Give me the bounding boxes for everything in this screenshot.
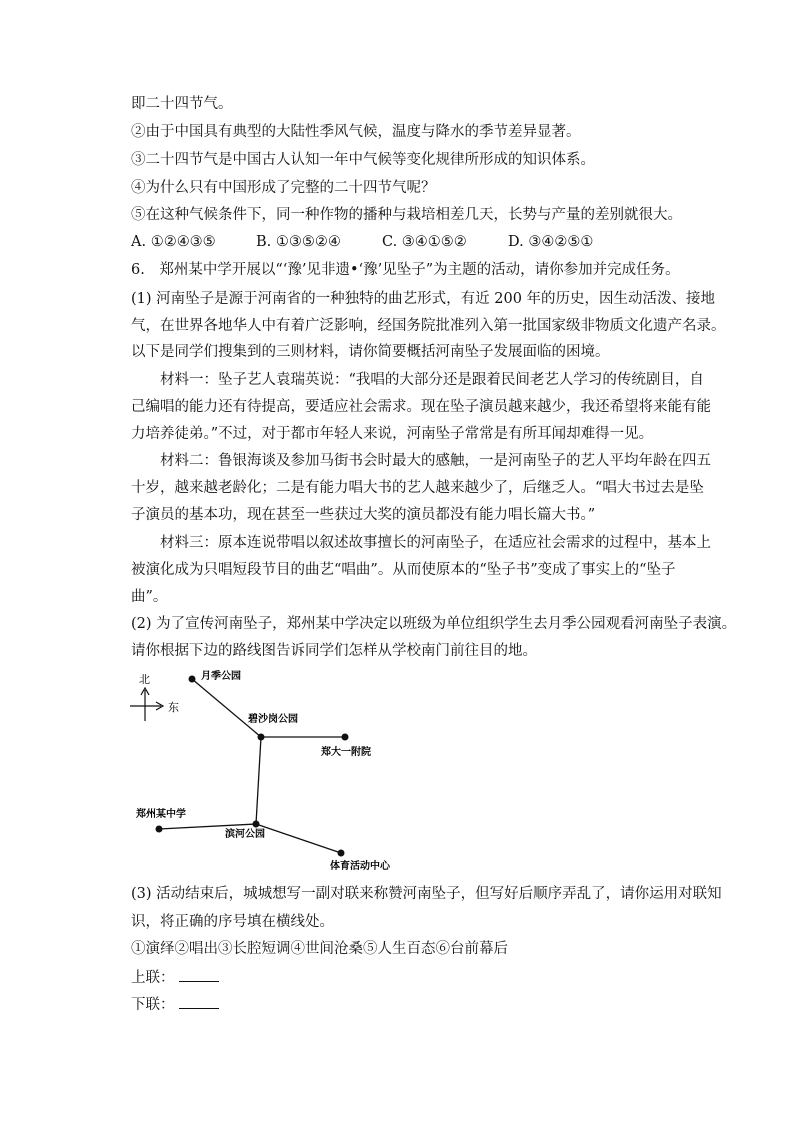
q6-part3-line-1: 识，将正确的序号填在横线处。: [131, 914, 334, 930]
place-binhe-park: [224, 821, 265, 841]
q5-line-1: ②由于中国具有典型的大陆性季风气候，温度与降水的季节差异显著。: [131, 124, 581, 140]
q5-line-2: ③二十四节气是中国古人认知一年中气候等变化规律所形成的知识体系。: [131, 152, 595, 168]
q6-part1-line-1: 气，在世界各地华人中有着广泛影响，经国务院批准列入第一批国家级非物质文化遗产名录。: [131, 318, 726, 334]
place-label: 郑大一附院: [321, 747, 371, 758]
place-label: 碧沙岗公园: [248, 714, 298, 725]
place-yueji-park: [189, 669, 242, 683]
material2-line-2: 子演员的基本功，现在甚至一些获过大奖的演员都没有能力唱长篇大书。”: [131, 507, 596, 523]
compass-north-label: 北: [139, 673, 150, 686]
roads: [159, 679, 345, 853]
q5-option-a: A. ①②④③⑤: [131, 234, 216, 250]
upper-couplet-blank[interactable]: [179, 967, 219, 982]
place-label: 郑州某中学: [136, 809, 186, 820]
upper-couplet-label: 上联：: [131, 970, 175, 986]
place-school: [135, 807, 186, 833]
material3-line-2: 曲”。: [131, 589, 168, 605]
material2-line-0: 材料二：鲁银海谈及参加马街书会时最大的感触，一是河南坠子的艺人平均年龄在四五: [160, 453, 711, 469]
q6-part3-line-0: (3) 活动结束后，城城想写一副对联来称赞河南坠子，但写好后顺序弄乱了，请你运用对联知: [131, 886, 722, 902]
compass-east-label: 东: [168, 701, 179, 714]
lower-couplet-row: [131, 994, 219, 1015]
q5-option-c: C. ③④①⑤②: [382, 234, 467, 250]
q6-part2-line-1: 请你根据下边的路线图告诉同学们怎样从学校南门前往目的地。: [131, 643, 537, 659]
material3-line-0: 材料三：原本连说带唱以叙述故事擅长的河南坠子，在适应社会需求的过程中，基本上: [160, 535, 711, 551]
q5-option-d: D. ③④②⑤①: [508, 234, 594, 250]
q5-line-3: ④为什么只有中国形成了完整的二十四节气呢？: [131, 180, 436, 196]
material1-line-1: 己编唱的能力还有待提高，要适应社会需求。现在坠子演员越来越少，我还希望将来能有能: [131, 399, 711, 415]
q5-line-4: ⑤在这种气候条件下，同一种作物的播种与栽培相差几天，长势与产量的差别就很大。: [131, 207, 682, 223]
lower-couplet-label: 下联：: [131, 997, 175, 1013]
material1-line-0: 材料一：坠子艺人袁瑞英说：“我唱的大部分还是跟着民间老艺人学习的传统剧目，自: [160, 372, 704, 388]
couplet-items: ①演绎②唱出③长腔短调④世间沧桑⑤人生百态⑥台前幕后: [131, 941, 508, 957]
q6-part2-line-0: (2) 为了宣传河南坠子，郑州某中学决定以班级为单位组织学生去月季公园观看河南坠子表演。: [131, 616, 737, 632]
q5-line-0: 即二十四节气。: [131, 96, 233, 112]
place-bishagang-park: [248, 712, 298, 741]
material1-line-2: 力培养徒弟。”不过，对于都市年轻人来说，河南坠子常常是有所耳闻却难得一见。: [131, 426, 654, 442]
q6-stem: 6. 郑州某中学开展以“‘豫’见非遗•‘豫’见坠子”为主题的活动，请你参加并完成任务。: [131, 262, 680, 278]
place-label: 滨河公园: [225, 829, 265, 840]
compass: [130, 673, 179, 721]
q6-part1-line-2: 以下是同学们搜集到的三则材料，请你简要概括河南坠子发展面临的困境。: [131, 344, 610, 360]
material3-line-1: 被演化成为只唱短段节目的曲艺“唱曲”。从而使原本的“坠子书”变成了事实上的“坠子: [131, 562, 676, 578]
material2-line-1: 十岁，越来越老龄化；二是有能力唱大书的艺人越来越少了，后继乏人。“唱大书过去是坠: [131, 480, 704, 496]
q6-part1-line-0: (1) 河南坠子是源于河南省的一种独特的曲艺形式，有近 200 年的历史，因生动活泼、接地: [131, 291, 716, 307]
lower-couplet-blank[interactable]: [179, 994, 219, 1009]
upper-couplet-row: [131, 967, 219, 988]
place-label: 体育活动中心: [330, 861, 390, 872]
place-label: 月季公园: [201, 671, 241, 682]
q5-option-b: B. ①③⑤②④: [256, 234, 341, 250]
place-sports-center: [330, 850, 391, 873]
